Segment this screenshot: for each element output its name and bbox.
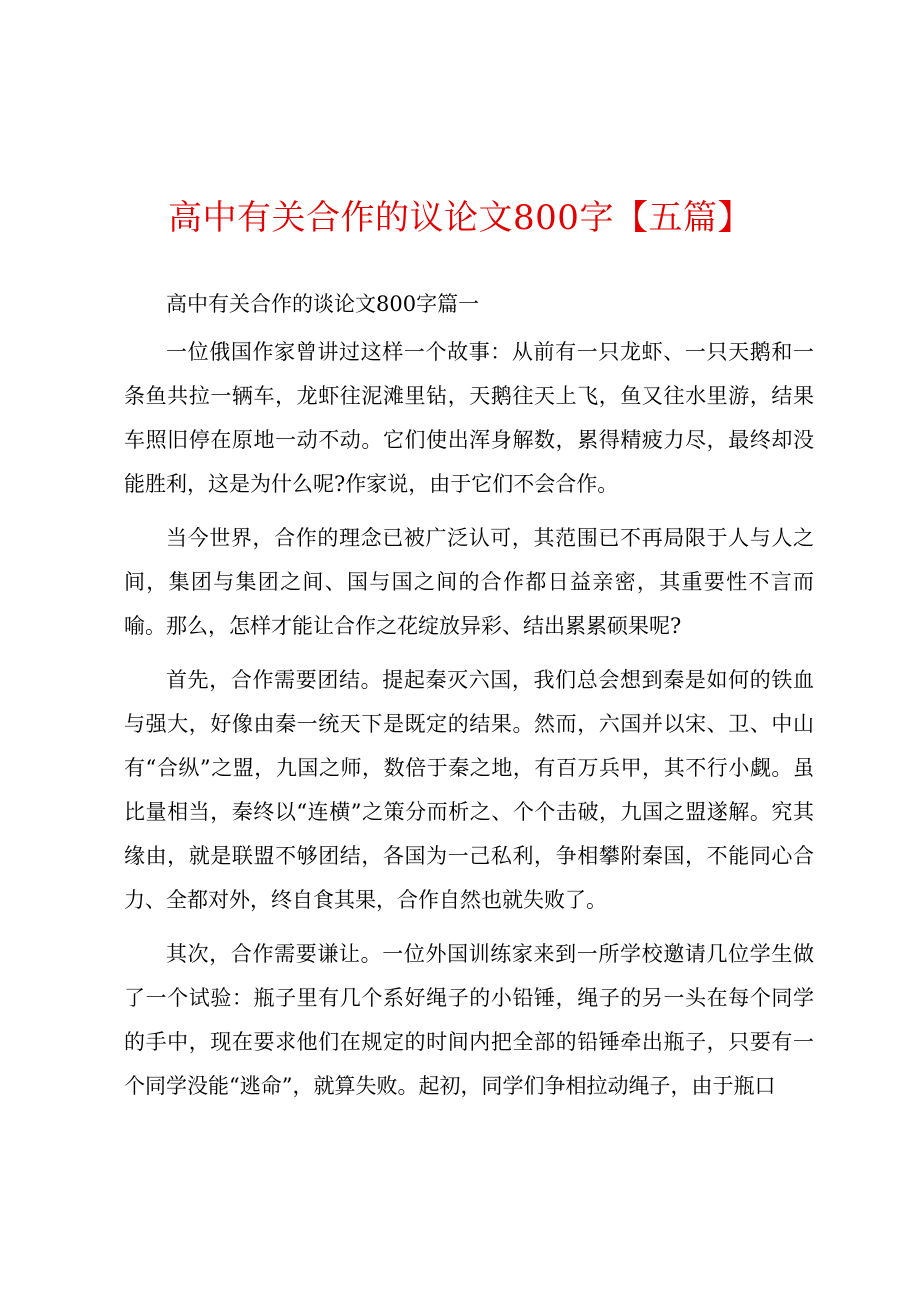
section-heading: 高中有关合作的谈论文800字篇一 <box>166 292 480 316</box>
document-title: 高中有关合作的议论文800字【五篇】 <box>168 198 752 238</box>
paragraph-3: 首先，合作需要团结。提起秦灭六国，我们总会想到秦是如何的铁血与强大，好像由秦一统天下是既定的结果。然而，六国并以宋、卫、中山有“合纵”之盟，九国之师，数倍于秦之地，有百万兵甲，其不行小觑。虽比量相当，秦终以“连横”之策分而析之、个个击破，九国之盟遂解。究其缘由，就是联盟不够团结，各国为一己私利，争相攀附秦国，不能同心合力、全都对外，终自食其果，合作自然也就失败了。 <box>124 668 814 912</box>
document-body <box>124 282 814 1118</box>
paragraph-2: 当今世界，合作的理念已被广泛认可，其范围已不再局限于人与人之间，集团与集团之间、国与国之间的合作都日益亲密，其重要性不言而喻。那么，怎样才能让合作之花绽放异彩、结出累累硕果呢? <box>124 526 814 638</box>
paragraph-4: 其次，合作需要谦让。一位外国训练家来到一所学校邀请几位学生做了一个试验：瓶子里有几个系好绳子的小铅锤，绳子的另一头在每个同学的手中，现在要求他们在规定的时间内把全部的铅锤牵出瓶子，只要有一个同学没能“逃命”，就算失败。起初，同学们争相拉动绳子，由于瓶口 <box>124 942 814 1098</box>
paragraph-1: 一位俄国作家曾讲过这样一个故事：从前有一只龙虾、一只天鹅和一条鱼共拉一辆车，龙虾往泥滩里钻，天鹅往天上飞，鱼又往水里游，结果车照旧停在原地一动不动。它们使出浑身解数，累得精疲力尽，最终却没能胜利，这是为什么呢?作家说，由于它们不会合作。 <box>124 340 814 496</box>
